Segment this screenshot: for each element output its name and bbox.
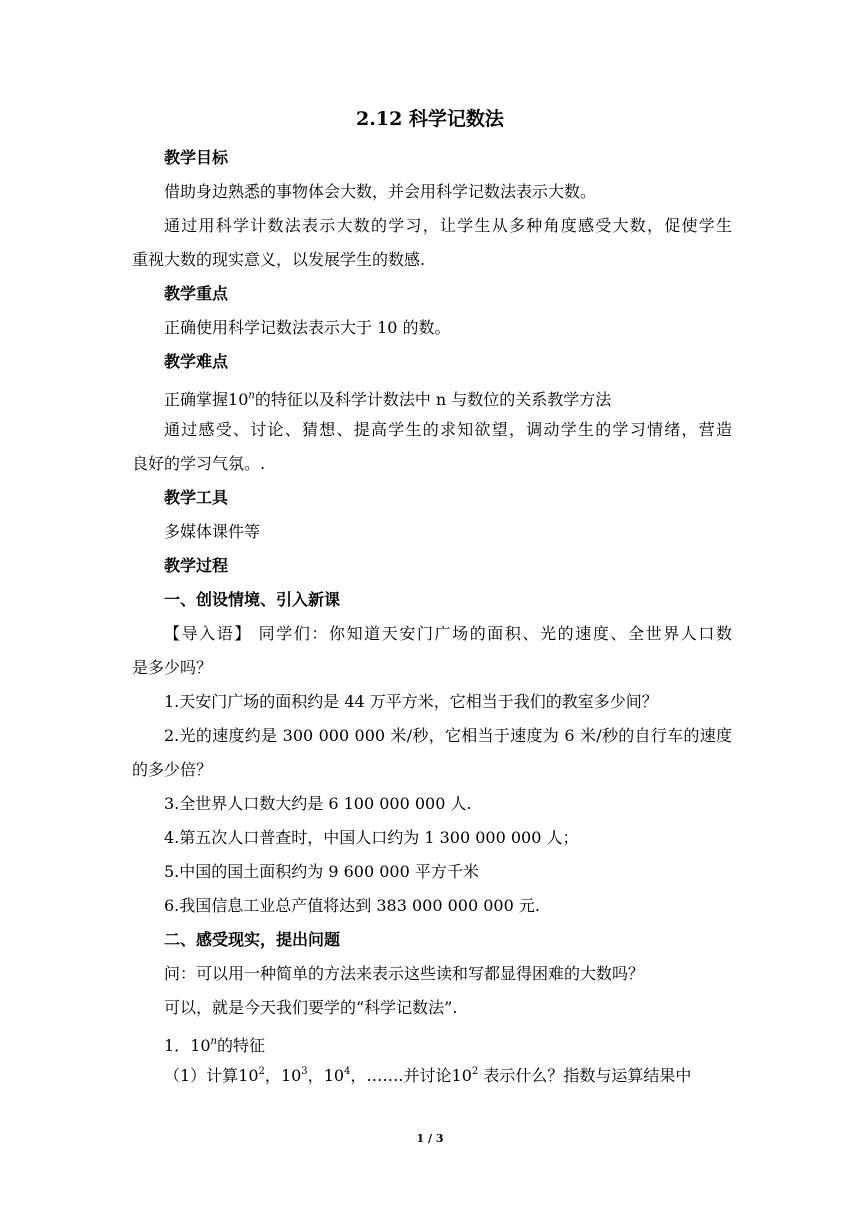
math-ten: 10 <box>280 1066 302 1085</box>
list-item: 1.天安门广场的面积约是 44 万平方米，它相当于我们的教室多少间？ <box>164 692 658 711</box>
text-segment: 的特征以及科学计数法中 n 与数位的关系教学方法 <box>254 390 612 409</box>
math-exponent: 2 <box>471 1066 479 1077</box>
math-exponent-n: n <box>248 390 255 401</box>
paragraph-line: 可以，就是今天我们要学的“科学记数法”. <box>164 998 458 1017</box>
subsection-heading <box>164 1032 732 1056</box>
paragraph-line: 问：可以用一种简单的方法来表示这些读和写都显得困难的大数吗？ <box>164 964 645 983</box>
paragraph-line-math <box>164 1066 732 1086</box>
text-segment: ， <box>264 1066 281 1085</box>
list-item: 6.我国信息工业总产值将达到 383 000 000 000 元. <box>164 896 540 915</box>
paragraph-line: 是多少吗？ <box>132 658 213 677</box>
paragraph-line: 通过用科学计数法表示大数的学习，让学生从多种角度感受大数，促使学生 <box>164 216 732 235</box>
math-ten: 10 <box>190 1036 211 1055</box>
paragraph-line: 通过感受、讨论、猜想、提高学生的求知欲望，调动学生的学习情绪，营造 <box>164 420 732 439</box>
math-ten: 10 <box>238 1066 259 1085</box>
list-item: 2.光的速度约是 300 000 000 米/秒，它相当于速度为 6 米/秒的自行车的速度 <box>164 726 732 745</box>
heading-tools: 教学工具 <box>164 488 229 507</box>
text-segment: 表示什么？指数与运算结果中 <box>483 1066 692 1085</box>
section-heading-2: 二、感受现实，提出问题 <box>164 930 341 949</box>
heading-difficulties: 教学难点 <box>164 352 229 371</box>
text-segment: ，…….并讨论 <box>350 1066 452 1085</box>
paragraph-line: 正确使用科学记数法表示大于 10 的数。 <box>164 318 451 337</box>
math-exponent-n: n <box>210 1036 217 1047</box>
page-number: 1 / 3 <box>416 1132 444 1145</box>
text-segment: 的特征 <box>217 1036 266 1055</box>
math-ten: 10 <box>451 1066 472 1085</box>
text-segment: （1）计算 <box>164 1066 239 1085</box>
math-exponent: 2 <box>258 1066 265 1077</box>
text-segment: 1． <box>164 1036 191 1055</box>
list-item: 5.中国的国土面积约为 9 600 000 平方千米 <box>164 862 479 881</box>
list-item: 3.全世界人口数大约是 6 100 000 000 人. <box>164 794 472 813</box>
page-title: 2.12 科学记数法 <box>356 108 504 130</box>
section-heading-1: 一、创设情境、引入新课 <box>164 590 341 609</box>
math-exponent: 4 <box>344 1066 351 1077</box>
paragraph-line-math <box>164 386 732 410</box>
paragraph-line: 良好的学习气氛。. <box>132 454 266 473</box>
paragraph-line: 重视大数的现实意义，以发展学生的数感. <box>132 250 426 269</box>
paragraph-line: 多媒体课件等 <box>164 522 261 541</box>
heading-key-points: 教学重点 <box>164 284 229 303</box>
heading-process: 教学过程 <box>164 556 229 575</box>
paragraph-line: 的多少倍？ <box>132 760 213 779</box>
math-ten: 10 <box>323 1066 345 1085</box>
list-item: 4.第五次人口普查时，中国人口约为 1 300 000 000 人； <box>164 828 579 847</box>
text-segment: 正确掌握 <box>164 390 229 409</box>
paragraph-line: 借助身边熟悉的事物体会大数，并会用科学记数法表示大数。 <box>164 182 597 201</box>
math-exponent: 3 <box>301 1066 308 1077</box>
heading-objectives: 教学目标 <box>164 148 229 167</box>
math-ten: 10 <box>228 390 249 409</box>
text-segment: ， <box>307 1066 324 1085</box>
paragraph-line: 【导入语】 同学们：你知道天安门广场的面积、光的速度、全世界人口数 <box>164 624 732 643</box>
